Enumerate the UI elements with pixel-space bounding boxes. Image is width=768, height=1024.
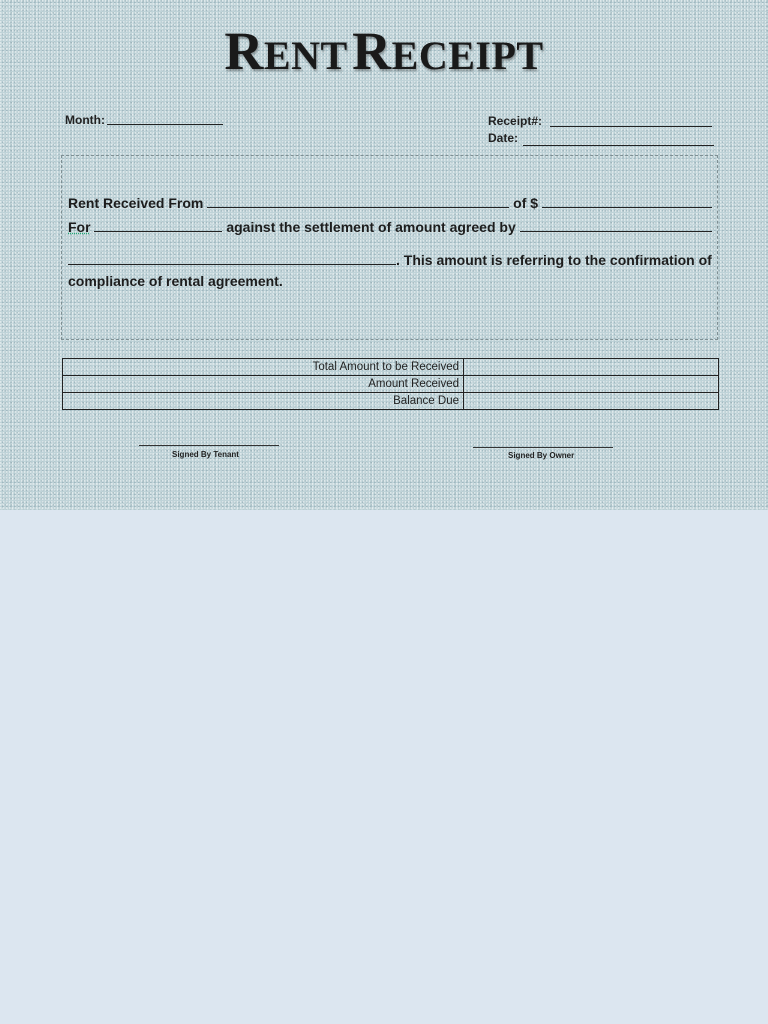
date-field[interactable] xyxy=(523,145,714,146)
month-field[interactable] xyxy=(107,124,223,125)
title-word-rest: ECEIPT xyxy=(391,33,544,78)
amount-received-label: Amount Received xyxy=(63,376,464,393)
for-text: For xyxy=(68,219,91,235)
amount-field[interactable] xyxy=(542,195,712,208)
of-dollar-text: of $ xyxy=(513,195,539,211)
date-label: Date: xyxy=(488,131,519,145)
rent-received-from-text: Rent Received From xyxy=(68,195,204,211)
total-amount-label: Total Amount to be Received xyxy=(63,359,464,376)
compliance-text: compliance of rental agreement. xyxy=(68,273,283,289)
table-row xyxy=(63,359,719,376)
title-letter: R xyxy=(352,21,392,81)
balance-due-value[interactable] xyxy=(464,393,719,410)
document-title xyxy=(0,20,768,82)
total-amount-value[interactable] xyxy=(464,359,719,376)
body-line-1 xyxy=(68,195,712,211)
table-row xyxy=(63,376,719,393)
payer-name-field[interactable] xyxy=(207,195,509,208)
tenant-signature-label: Signed By Tenant xyxy=(172,450,239,459)
receipt-body-box xyxy=(61,155,718,340)
amounts-table xyxy=(62,358,719,410)
table-row xyxy=(63,393,719,410)
receipt-number-label: Receipt#: xyxy=(488,114,543,128)
body-line-3 xyxy=(68,252,712,268)
month-label: Month: xyxy=(65,113,105,127)
balance-due-label: Balance Due xyxy=(63,393,464,410)
for-field[interactable] xyxy=(94,219,222,232)
receipt-sheet xyxy=(0,0,768,510)
agreed-by-field[interactable] xyxy=(520,219,712,232)
title-word-rest: ENT xyxy=(263,33,348,78)
this-amount-text: . This amount is referring to the confirmation of xyxy=(396,252,712,268)
amount-received-value[interactable] xyxy=(464,376,719,393)
against-text: against the settlement of amount agreed by xyxy=(226,219,516,235)
receipt-number-field[interactable] xyxy=(550,126,712,127)
title-letter: R xyxy=(224,21,264,81)
owner-signature-line[interactable] xyxy=(473,447,613,448)
body-line-4 xyxy=(68,273,283,289)
tenant-signature-line[interactable] xyxy=(139,445,279,446)
owner-signature-label: Signed By Owner xyxy=(508,451,575,460)
body-line-2 xyxy=(68,219,712,235)
reference-field[interactable] xyxy=(68,252,396,265)
